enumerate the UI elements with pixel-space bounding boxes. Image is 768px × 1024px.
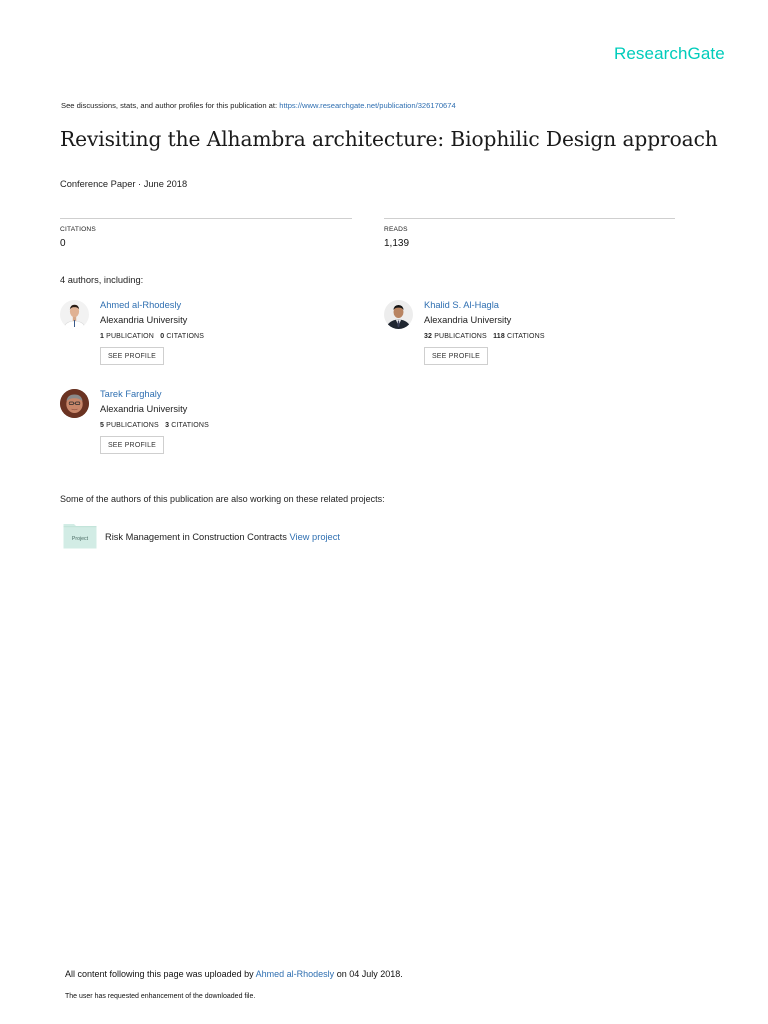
author-stats: [100, 422, 209, 429]
reads-divider: [384, 218, 675, 219]
publication-count: 1: [100, 333, 105, 340]
citation-label: CITATIONS: [171, 422, 209, 429]
citation-count: 118: [493, 333, 505, 340]
reads-label: READS: [384, 226, 408, 233]
source-note-text: See discussions, stats, and author profiles for this publication at:: [61, 101, 278, 110]
author-affiliation: Alexandria University: [100, 315, 188, 325]
author-affiliation: Alexandria University: [424, 315, 512, 325]
publication-label: PUBLICATIONS: [434, 333, 487, 340]
view-project-link[interactable]: View project: [289, 532, 340, 542]
avatar[interactable]: [60, 389, 89, 418]
publication-count: 5: [100, 422, 105, 429]
upload-note: [65, 969, 403, 979]
project-icon-label: Project: [71, 536, 89, 542]
see-profile-button[interactable]: SEE PROFILE: [100, 436, 164, 454]
author-affiliation: Alexandria University: [100, 404, 188, 414]
publication-url-link[interactable]: https://www.researchgate.net/publication/326170674: [279, 101, 456, 110]
project-folder-icon[interactable]: [63, 523, 97, 549]
see-profile-button[interactable]: SEE PROFILE: [424, 347, 488, 365]
citations-divider: [60, 218, 352, 219]
paper-title: Revisiting the Alhambra architecture: Biophilic Design approach: [60, 127, 718, 151]
related-project: [105, 532, 340, 542]
avatar[interactable]: [384, 300, 413, 329]
citation-label: CITATIONS: [166, 333, 205, 340]
reads-value: 1,139: [384, 238, 410, 249]
author-stats: [424, 333, 545, 340]
paper-meta: Conference Paper · June 2018: [60, 179, 188, 189]
enhancement-note: The user has requested enhancement of the downloaded file.: [65, 993, 256, 1000]
project-name: Risk Management in Construction Contracts: [105, 532, 287, 542]
researchgate-logo[interactable]: ResearchGate: [614, 44, 725, 63]
publication-count: 32: [424, 333, 433, 340]
publication-label: PUBLICATION: [106, 333, 154, 340]
author-name-link[interactable]: Ahmed al-Rhodesly: [100, 300, 182, 310]
citations-value: 0: [60, 238, 66, 249]
author-stats: [100, 333, 204, 340]
author-name-link[interactable]: Tarek Farghaly: [100, 389, 162, 399]
avatar[interactable]: [60, 300, 89, 329]
author-name-link[interactable]: Khalid S. Al-Hagla: [424, 300, 499, 310]
uploader-link[interactable]: Ahmed al-Rhodesly: [255, 969, 335, 979]
citation-count: 0: [160, 333, 165, 340]
upload-note-suffix: on 04 July 2018.: [336, 969, 403, 979]
source-note: [61, 101, 456, 110]
citations-label: CITATIONS: [60, 226, 96, 233]
upload-note-prefix: All content following this page was uploaded by: [65, 969, 254, 979]
related-projects-heading: Some of the authors of this publication are also working on these related projects:: [60, 494, 385, 504]
citation-count: 3: [165, 422, 170, 429]
publication-label: PUBLICATIONS: [106, 422, 159, 429]
authors-heading: 4 authors, including:: [60, 275, 144, 285]
see-profile-button[interactable]: SEE PROFILE: [100, 347, 164, 365]
citation-label: CITATIONS: [507, 333, 545, 340]
